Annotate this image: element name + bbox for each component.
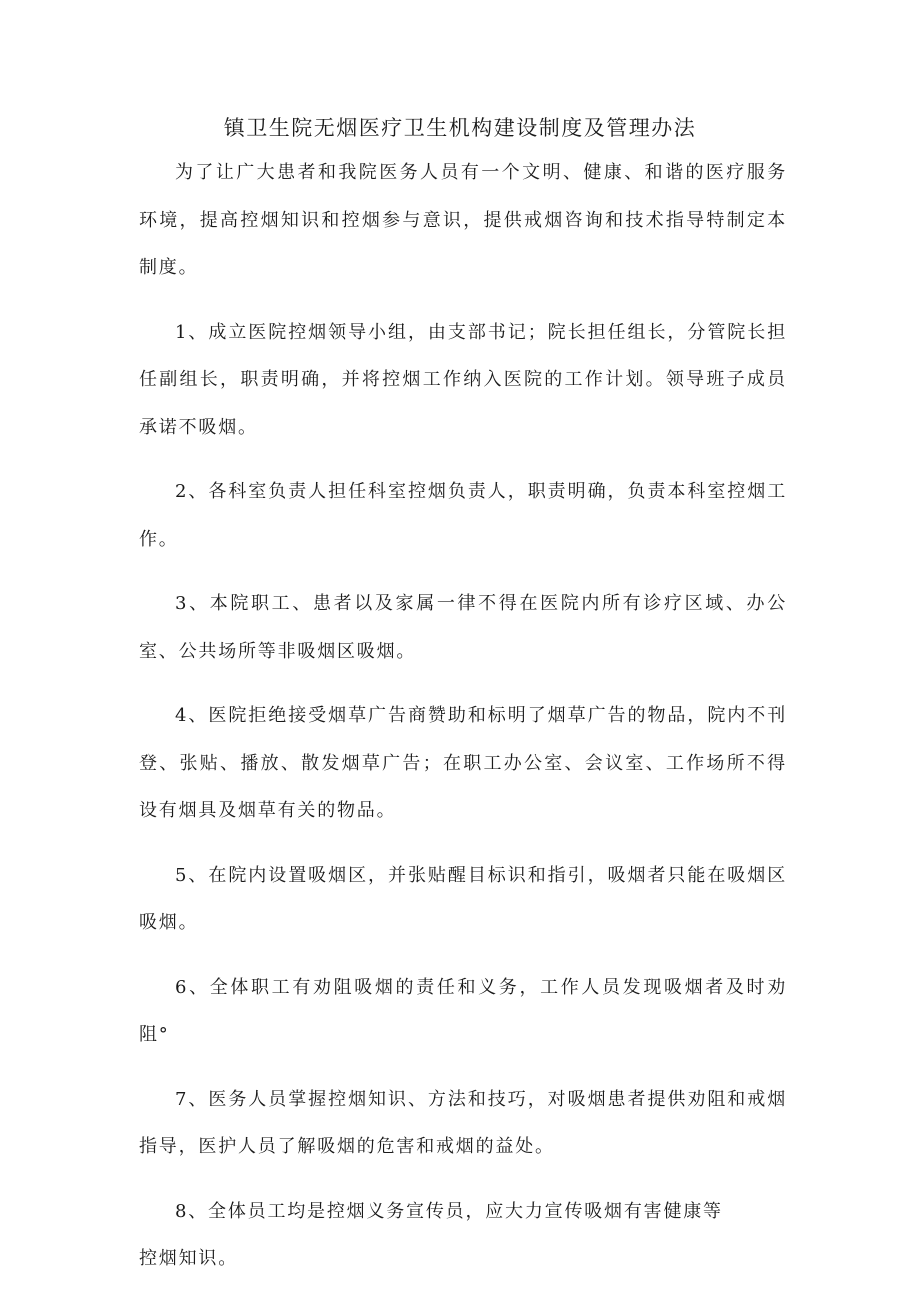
paragraph-item-7: 7、医务人员掌握控烟知识、方法和技巧，对吸烟患者提供劝阻和戒烟指导，医护人员了解吸烟的危害和戒烟的益处。 <box>139 1088 787 1157</box>
paragraph-item-5: 5、在院内设置吸烟区，并张贴醒目标识和指引，吸烟者只能在吸烟区吸烟。 <box>139 864 787 933</box>
paragraph-item-6: 6、全体职工有劝阻吸烟的责任和义务，工作人员发现吸烟者及时劝阻° <box>139 976 787 1045</box>
paragraph-item-1: 1、成立医院控烟领导小组，由支部书记；院长担任组长，分管院长担任副组长，职责明确，并将控烟工作纳入医院的工作计划。领导班子成员承诺不吸烟。 <box>139 321 787 438</box>
paragraph-item-4: 4、医院拒绝接受烟草广告商赞助和标明了烟草广告的物品，院内不刊登、张贴、播放、散发烟草广告；在职工办公室、会议室、工作场所不得设有烟具及烟草有关的物品。 <box>139 705 787 821</box>
paragraph-item-3: 3、本院职工、患者以及家属一律不得在医院内所有诊疗区域、办公室、公共场所等非吸烟区吸烟。 <box>139 593 787 662</box>
paragraph-intro: 为了让广大患者和我院医务人员有一个文明、健康、和谐的医疗服务环境，提高控烟知识和控烟参与意识，提供戒烟咨询和技术指导特制定本制度。 <box>139 162 787 278</box>
paragraph-item-2: 2、各科室负责人担任科室控烟负责人，职责明确，负责本科室控烟工作。 <box>139 481 787 550</box>
document-body <box>139 149 787 1300</box>
paragraph-item-8-line-2: 控烟知识。 <box>139 1248 238 1269</box>
paragraph-item-8 <box>139 1188 787 1283</box>
paragraph-item-8-line-1: 8、全体员工均是控烟义务宣传员，应大力宣传吸烟有害健康等 <box>175 1200 723 1222</box>
document-title: 镇卫生院无烟医疗卫生机构建设制度及管理办法 <box>223 116 697 140</box>
